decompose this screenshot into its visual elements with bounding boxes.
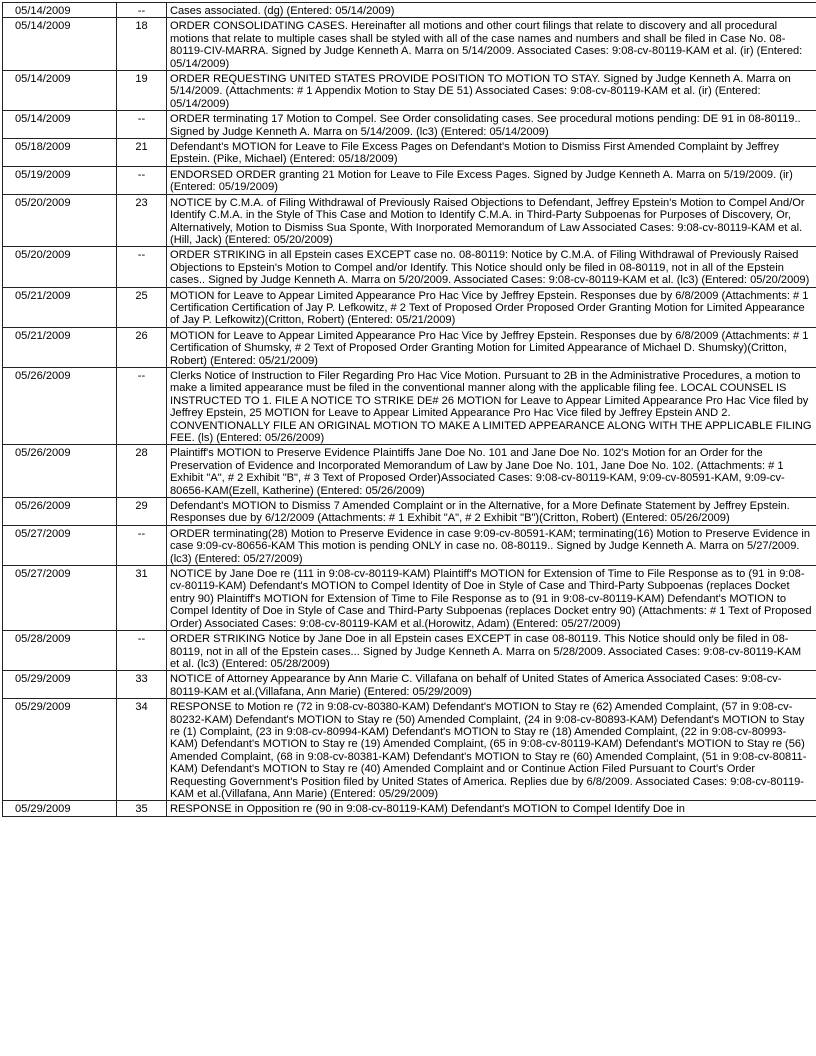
docket-entry-row	[3, 195, 816, 248]
entry-date: 05/27/2009	[3, 566, 117, 630]
docket-entry-row	[3, 699, 816, 801]
entry-text: Cases associated. (dg) (Entered: 05/14/2009)	[170, 5, 395, 17]
entry-number: 19	[117, 71, 167, 110]
docket-entry-row	[3, 801, 816, 816]
docket-entry-row	[3, 71, 816, 111]
docket-entry-row	[3, 3, 816, 18]
entry-date: 05/26/2009	[3, 445, 117, 497]
docket-entry-row	[3, 445, 816, 498]
entry-date: 05/14/2009	[3, 111, 117, 138]
docket-entry-row	[3, 328, 816, 368]
entry-date: 05/14/2009	[3, 3, 117, 17]
entry-text: ORDER STRIKING in all Epstein cases EXCEPT case no. 08-80119: Notice by C.M.A. of Filing Withdrawal of Previously Raised Objections to Epstein's Motion to Compel and/or Identify. This Notice should only be filed in 08-80119, not in all of the Epstein cases.. Signed by Judge Kenneth A. Marra on 5/20/2009. Associated Cases: 9:08-cv-80119-KAM et al. (lc3) (Entered: 05/20/2009)	[170, 249, 810, 287]
entry-text: RESPONSE to Motion re (72 in 9:08-cv-80380-KAM) Defendant's MOTION to Stay re (62) Amended Complaint, (57 in 9:08-cv-80232-KAM) Defendant's MOTION to Stay re (50) Amended Complaint, (24 in 9:08-cv-80893-KAM) Defendant's MOTION to Stay re (1) Complaint, (23 in 9:08-cv-80994-KAM) Defendant's MOTION to Stay re (18) Amended Complaint, (22 in 9:08-cv-80993-KAM) Defendant's MOTION to Stay re (19) Amended Complaint, (65 in 9:08-cv-80119-KAM) Defendant's MOTION to Stay re (56) Amended Complaint, (68 in 9:08-cv-80381-KAM) Defendant's MOTION to Stay re (60) Amended Complaint, (51 in 9:08-cv-80811-KAM) Defendant's MOTION to Stay re (40) Amended Complaint and or Continue Action Filed Pursuant to Court's Order Requesting Government's Position filed by United States of America. Replies due by 6/8/2009. Associated Cases: 9:08-cv-80119-KAM et al.(Villafana, Ann Marie) (Entered: 05/29/2009)	[170, 701, 807, 800]
docket-entry-row	[3, 526, 816, 566]
entry-date: 05/29/2009	[3, 699, 117, 800]
entry-date: 05/19/2009	[3, 167, 117, 194]
entry-number: --	[117, 167, 167, 194]
entry-number: 26	[117, 328, 167, 367]
entry-text: ORDER terminating 17 Motion to Compel. See Order consolidating cases. See procedural motions pending: DE 91 in 08-80119.. Signed by Judge Kenneth A. Marra on 5/14/2009. (lc3) (Entered: 05/14/2009)	[170, 113, 801, 138]
entry-date: 05/21/2009	[3, 288, 117, 327]
docket-entry-row	[3, 167, 816, 195]
docket-table	[2, 2, 816, 817]
entry-text: Clerks Notice of Instruction to Filer Regarding Pro Hac Vice Motion. Pursuant to 2B in the Administrative Procedures, a motion to make a limited appearance must be filed in the conventional manner along with the applicable filing fee. LOCAL COUNSEL IS INSTRUCTED TO 1. FILE A NOTICE TO STRIKE DE# 26 MOTION for Leave to Appear Limited Appearance Pro Hac Vice filed by Jeffrey Epstein, 25 MOTION for Leave to Appear Limited Appearance Pro Hac Vice filed by Jeffrey Epstein AND 2. CONVENTIONALLY FILE AN ORIGINAL MOTION TO MAKE A LIMITED APPEARANCE ALONG WITH THE APPLICABLE FILING FEE. (ls) (Entered: 05/26/2009)	[170, 369, 812, 444]
entry-date: 05/29/2009	[3, 801, 117, 815]
entry-number: 23	[117, 195, 167, 247]
entry-date: 05/29/2009	[3, 671, 117, 698]
entry-text: NOTICE by C.M.A. of Filing Withdrawal of Previously Raised Objections to Defendant, Jeffrey Epstein's Motion to Compel And/Or Identify C.M.A. in the Style of This Case and Motion to Identify C.M.A. in Third-Party Subpoenas for Purposes of Discovery, Or, Alternatively, Motion to Dismiss Sua Sponte, With Inorporated Memorandum of Law Associated Cases: 9:08-cv-80119-KAM et al.(Hill, Jack) (Entered: 05/20/2009)	[170, 196, 805, 246]
entry-number: 33	[117, 671, 167, 698]
entry-number: --	[117, 631, 167, 670]
entry-number: --	[117, 3, 167, 17]
docket-entry-row	[3, 671, 816, 699]
entry-text: Plaintiff's MOTION to Preserve Evidence Plaintiffs Jane Doe No. 101 and Jane Doe No. 102's Motion for an Order for the Preservation of Evidence and Incorporated Memorandum of Law by Jane Doe No. 101, Jane Doe No. 102. (Attachments: # 1 Exhibit "A", # 2 Exhibit "B", # 3 Text of Proposed Order)Associated Cases: 9:08-cv-80119-KAM, 9:09-cv-80591-KAM, 9:09-cv-80656-KAM(Ezell, Katherine) (Entered: 05/26/2009)	[170, 447, 785, 497]
entry-date: 05/26/2009	[3, 368, 117, 444]
docket-entry-row	[3, 18, 816, 71]
entry-number: --	[117, 368, 167, 444]
docket-entry-row	[3, 368, 816, 445]
docket-entry-row	[3, 498, 816, 526]
entry-number: 34	[117, 699, 167, 800]
entry-date: 05/14/2009	[3, 71, 117, 110]
docket-entry-row	[3, 631, 816, 671]
entry-text: NOTICE of Attorney Appearance by Ann Marie C. Villafana on behalf of United States of America Associated Cases: 9:08-cv-80119-KAM et al.(Villafana, Ann Marie) (Entered: 05/29/2009)	[170, 673, 782, 698]
entry-date: 05/27/2009	[3, 526, 117, 565]
entry-text: ORDER CONSOLIDATING CASES. Hereinafter all motions and other court filings that relate to discovery and all procedural motions that relate to multiple cases shall be styled with all of the case names and numbers and shall be filed in Case No. 08-80119-CIV-MARRA. Signed by Judge Kenneth A. Marra on 5/14/2009. Associated Cases: 9:08-cv-80119-KAM et al. (ir) (Entered: 05/14/2009)	[170, 20, 803, 70]
entry-date: 05/26/2009	[3, 498, 117, 525]
docket-entry-row	[3, 139, 816, 167]
docket-entry-row	[3, 111, 816, 139]
entry-number: 21	[117, 139, 167, 166]
entry-date: 05/20/2009	[3, 247, 117, 286]
entry-date: 05/28/2009	[3, 631, 117, 670]
entry-number: 25	[117, 288, 167, 327]
entry-text: NOTICE by Jane Doe re (111 in 9:08-cv-80119-KAM) Plaintiff's MOTION for Extension of Time to File Response as to (91 in 9:08-cv-80119-KAM) Defendant's MOTION to Compel Identity of Doe in Style of Case and Third-Party Subpoenas (replaces Docket entry 90) Plaintiff's MOTION for Extension of Time to File Response as to (91 in 9:08-cv-80119-KAM) Defendant's MOTION to Compel Identity of Doe in Style of Case and Third-Party Subpoenas (replaces Docket entry 90) (Attachments: # 1 Text of Proposed Order) Associated Cases: 9:08-cv-80119-KAM et al.(Horowitz, Adam) (Entered: 05/27/2009)	[170, 568, 812, 630]
entry-text: ORDER terminating(28) Motion to Preserve Evidence in case 9:09-cv-80591-KAM; terminating(16) Motion to Preserve Evidence in case 9:09-cv-80656-KAM This motion is pending ONLY in case no. 08-80119.. Signed by Judge Kenneth A. Marra on 5/27/2009. (lc3) (Entered: 05/27/2009)	[170, 527, 811, 565]
entry-number: 29	[117, 498, 167, 525]
entry-number: 31	[117, 566, 167, 630]
entry-text: MOTION for Leave to Appear Limited Appearance Pro Hac Vice by Jeffrey Epstein. Responses due by 6/8/2009 (Attachments: # 1 Certification Certification of Jay P. Lefkowitz, # 2 Text of Proposed Order Proposed Order Granting Motion for Limited Appearance of Jay P. Lefkowitz)(Critton, Robert) (Entered: 05/21/2009)	[170, 289, 809, 327]
entry-number: 35	[117, 801, 167, 815]
docket-entry-row	[3, 247, 816, 287]
entry-date: 05/21/2009	[3, 328, 117, 367]
docket-entry-row	[3, 288, 816, 328]
entry-number: --	[117, 111, 167, 138]
entry-text: RESPONSE in Opposition re (90 in 9:08-cv-80119-KAM) Defendant's MOTION to Compel Identify Doe in	[170, 803, 685, 816]
entry-number: --	[117, 526, 167, 565]
entry-date: 05/18/2009	[3, 139, 117, 166]
docket-entry-row	[3, 566, 816, 631]
entry-number: 28	[117, 445, 167, 497]
entry-text: ENDORSED ORDER granting 21 Motion for Leave to File Excess Pages. Signed by Judge Kenneth A. Marra on 5/19/2009. (ir) (Entered: 05/19/2009)	[170, 168, 793, 194]
entry-text: ORDER STRIKING Notice by Jane Doe in all Epstein cases EXCEPT in case 08-80119. This Notice should only be filed in 08-80119, not in all of the Epstein cases... Signed by Judge Kenneth A. Marra on 5/28/2009. Associated Cases: 9:08-cv-80119-KAM et al. (lc3) (Entered: 05/28/2009)	[170, 633, 802, 670]
entry-text: Defendant's MOTION for Leave to File Excess Pages on Defendant's Motion to Dismiss First Amended Complaint by Jeffrey Epstein. (Pike, Michael) (Entered: 05/18/2009)	[170, 141, 779, 166]
entry-text: ORDER REQUESTING UNITED STATES PROVIDE POSITION TO MOTION TO STAY. Signed by Judge Kenneth A. Marra on 5/14/2009. (Attachments: # 1 Appendix Motion to Stay DE 51) Associated Cases: 9:08-cv-80119-KAM et al. (ir) (Entered: 05/14/2009)	[170, 73, 791, 110]
entry-number: --	[117, 247, 167, 286]
entry-number: 18	[117, 18, 167, 70]
entry-text: MOTION for Leave to Appear Limited Appearance Pro Hac Vice by Jeffrey Epstein. Responses due by 6/8/2009 (Attachments: # 1 Certification of Shumsky, # 2 Text of Proposed Order Granting Motion for Limited Appearance of Michael D. Shumsky)(Critton, Robert) (Entered: 05/21/2009)	[170, 329, 809, 367]
entry-text: Defendant's MOTION to Dismiss 7 Amended Complaint or in the Alternative, for a More Definate Statement by Jeffrey Epstein. Responses due by 6/12/2009 (Attachments: # 1 Exhibit "A", # 2 Exhibit "B")(Critton, Robert) (Entered: 05/26/2009)	[170, 500, 790, 525]
entry-date: 05/20/2009	[3, 195, 117, 247]
entry-date: 05/14/2009	[3, 18, 117, 70]
